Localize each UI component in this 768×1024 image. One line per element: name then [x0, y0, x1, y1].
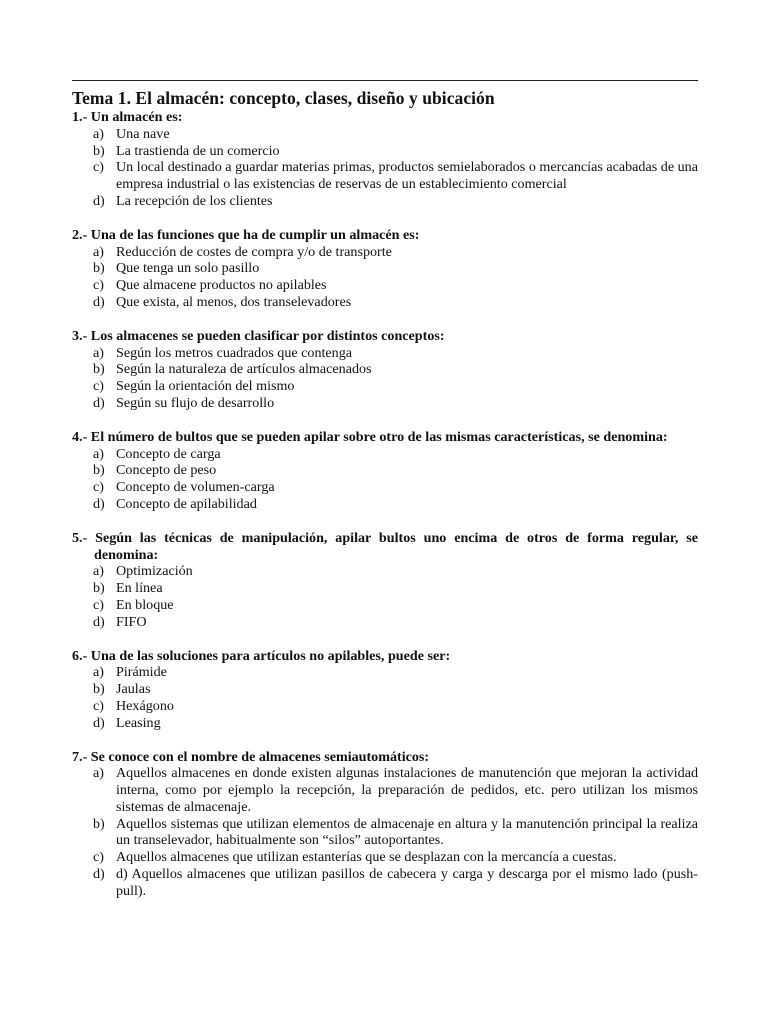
- option-letter: b): [93, 462, 105, 479]
- option-item: [72, 849, 698, 866]
- option-text: Leasing: [116, 714, 161, 731]
- option-list: [72, 563, 698, 630]
- option-letter: c): [93, 159, 104, 176]
- option-letter: c): [93, 849, 104, 866]
- option-letter: d): [93, 613, 105, 630]
- option-text: Según su flujo de desarrollo: [116, 394, 275, 411]
- option-text: Pirámide: [116, 664, 167, 681]
- option-text: Según los metros cuadrados que contenga: [116, 344, 353, 361]
- option-item: [72, 361, 698, 378]
- option-letter: a): [93, 765, 104, 782]
- option-item: [72, 126, 698, 143]
- option-text: Que tenga un solo pasillo: [116, 260, 260, 277]
- option-text: Aquellos sistemas que utilizan elementos de almacenaje en altura y la manutención principal la realiza un transelevador, habitualmente son “silos” autoportantes.: [116, 815, 698, 849]
- question-text: 6.- Una de las soluciones para artículos no apilables, puede ser:: [72, 647, 451, 664]
- option-letter: b): [93, 260, 105, 277]
- option-text: Hexágono: [116, 697, 174, 714]
- option-list: [72, 446, 698, 513]
- option-letter: a): [93, 445, 104, 462]
- question-list: [72, 109, 698, 900]
- option-letter: b): [93, 580, 105, 597]
- page-title: Tema 1. El almacén: concepto, clases, diseño y ubicación: [72, 88, 495, 108]
- question-7: [72, 749, 698, 900]
- option-text: La trastienda de un comercio: [116, 142, 280, 159]
- option-letter: c): [93, 479, 104, 496]
- option-item: [72, 496, 698, 513]
- option-item: [72, 378, 698, 395]
- option-text: Que exista, al menos, dos transelevadores: [116, 293, 352, 310]
- question-text: 7.- Se conoce con el nombre de almacenes semiautomáticos:: [72, 748, 430, 765]
- option-item: [72, 681, 698, 698]
- option-text: Una nave: [116, 125, 170, 142]
- option-item: [72, 277, 698, 294]
- option-letter: b): [93, 681, 105, 698]
- option-item: [72, 580, 698, 597]
- option-letter: d): [93, 714, 105, 731]
- option-item: [72, 462, 698, 479]
- option-letter: c): [93, 596, 104, 613]
- option-letter: d): [93, 495, 105, 512]
- question-2: [72, 227, 698, 311]
- option-item: [72, 479, 698, 496]
- option-letter: b): [93, 361, 105, 378]
- option-list: [72, 345, 698, 412]
- option-letter: a): [93, 563, 104, 580]
- option-text: En línea: [116, 580, 163, 597]
- document-page: [72, 80, 698, 900]
- option-letter: d): [93, 192, 105, 209]
- option-text: Reducción de costes de compra y/o de transporte: [116, 243, 392, 260]
- option-item: [72, 664, 698, 681]
- option-text: Optimización: [116, 563, 193, 580]
- option-item: [72, 143, 698, 160]
- option-text: d) Aquellos almacenes que utilizan pasillos de cabecera y carga y descarga por el mismo lado (push-pull).: [116, 866, 698, 899]
- question-4: [72, 429, 698, 513]
- option-letter: a): [93, 125, 104, 142]
- option-text: Concepto de volumen-carga: [116, 479, 275, 496]
- option-text: Que almacene productos no apilables: [116, 277, 327, 294]
- question-text: 3.- Los almacenes se pueden clasificar por distintos conceptos:: [72, 327, 445, 344]
- question-3: [72, 328, 698, 412]
- option-letter: a): [93, 344, 104, 361]
- option-text: Concepto de carga: [116, 445, 221, 462]
- option-list: [72, 244, 698, 311]
- question-text: 1.- Un almacén es:: [72, 109, 183, 125]
- option-text: Según la orientación del mismo: [116, 378, 295, 395]
- option-item: [72, 597, 698, 614]
- option-letter: d): [93, 293, 105, 310]
- option-text: La recepción de los clientes: [116, 192, 273, 209]
- top-rule: [72, 80, 698, 81]
- option-list: [72, 765, 698, 899]
- question-6: [72, 648, 698, 732]
- option-list: [72, 664, 698, 731]
- option-letter: c): [93, 697, 104, 714]
- option-item: [72, 244, 698, 261]
- option-item: [72, 159, 698, 193]
- option-text: Concepto de peso: [116, 462, 217, 479]
- option-text: FIFO: [116, 613, 147, 630]
- option-item: [72, 446, 698, 463]
- option-letter: a): [93, 664, 104, 681]
- option-item: [72, 866, 698, 900]
- option-item: [72, 395, 698, 412]
- option-text: En bloque: [116, 596, 174, 613]
- option-letter: c): [93, 378, 104, 395]
- option-letter: b): [93, 815, 105, 832]
- option-letter: c): [93, 277, 104, 294]
- option-item: [72, 345, 698, 362]
- option-item: [72, 193, 698, 210]
- question-text: 2.- Una de las funciones que ha de cumplir un almacén es:: [72, 226, 420, 243]
- question-text: 4.- El número de bultos que se pueden apilar sobre otro de las mismas características, se denomina:: [72, 428, 668, 445]
- option-text: Según la naturaleza de artículos almacenados: [116, 361, 372, 378]
- option-item: [72, 715, 698, 732]
- option-text: Concepto de apilabilidad: [116, 495, 257, 512]
- option-item: [72, 816, 698, 850]
- question-5: [72, 530, 698, 631]
- option-item: [72, 698, 698, 715]
- option-letter: d): [93, 866, 105, 883]
- option-item: [72, 260, 698, 277]
- option-text: Aquellos almacenes que utilizan estanterías que se desplazan con la mercancía a cuestas.: [116, 849, 617, 866]
- option-letter: a): [93, 243, 104, 260]
- option-text: Aquellos almacenes en donde existen algunas instalaciones de manutención que mejoran la actividad interna, como por ejemplo la recepción, la preparación de pedidos, etc. pero utilizan los mismos sistemas de almacenaje.: [116, 765, 698, 815]
- option-list: [72, 126, 698, 210]
- option-text: Jaulas: [116, 681, 151, 698]
- option-text: Un local destinado a guardar materias primas, productos semielaborados o mercancías acabadas de una empresa industrial o las existencias de reservas de un establecimiento comercial: [116, 159, 698, 193]
- question-1: [72, 109, 698, 210]
- option-letter: b): [93, 142, 105, 159]
- question-text: 5.- Según las técnicas de manipulación, apilar bultos uno encima de otros de forma regular, se denomina:: [72, 529, 698, 563]
- option-item: [72, 294, 698, 311]
- option-item: [72, 563, 698, 580]
- option-item: [72, 614, 698, 631]
- option-letter: d): [93, 394, 105, 411]
- option-item: [72, 765, 698, 815]
